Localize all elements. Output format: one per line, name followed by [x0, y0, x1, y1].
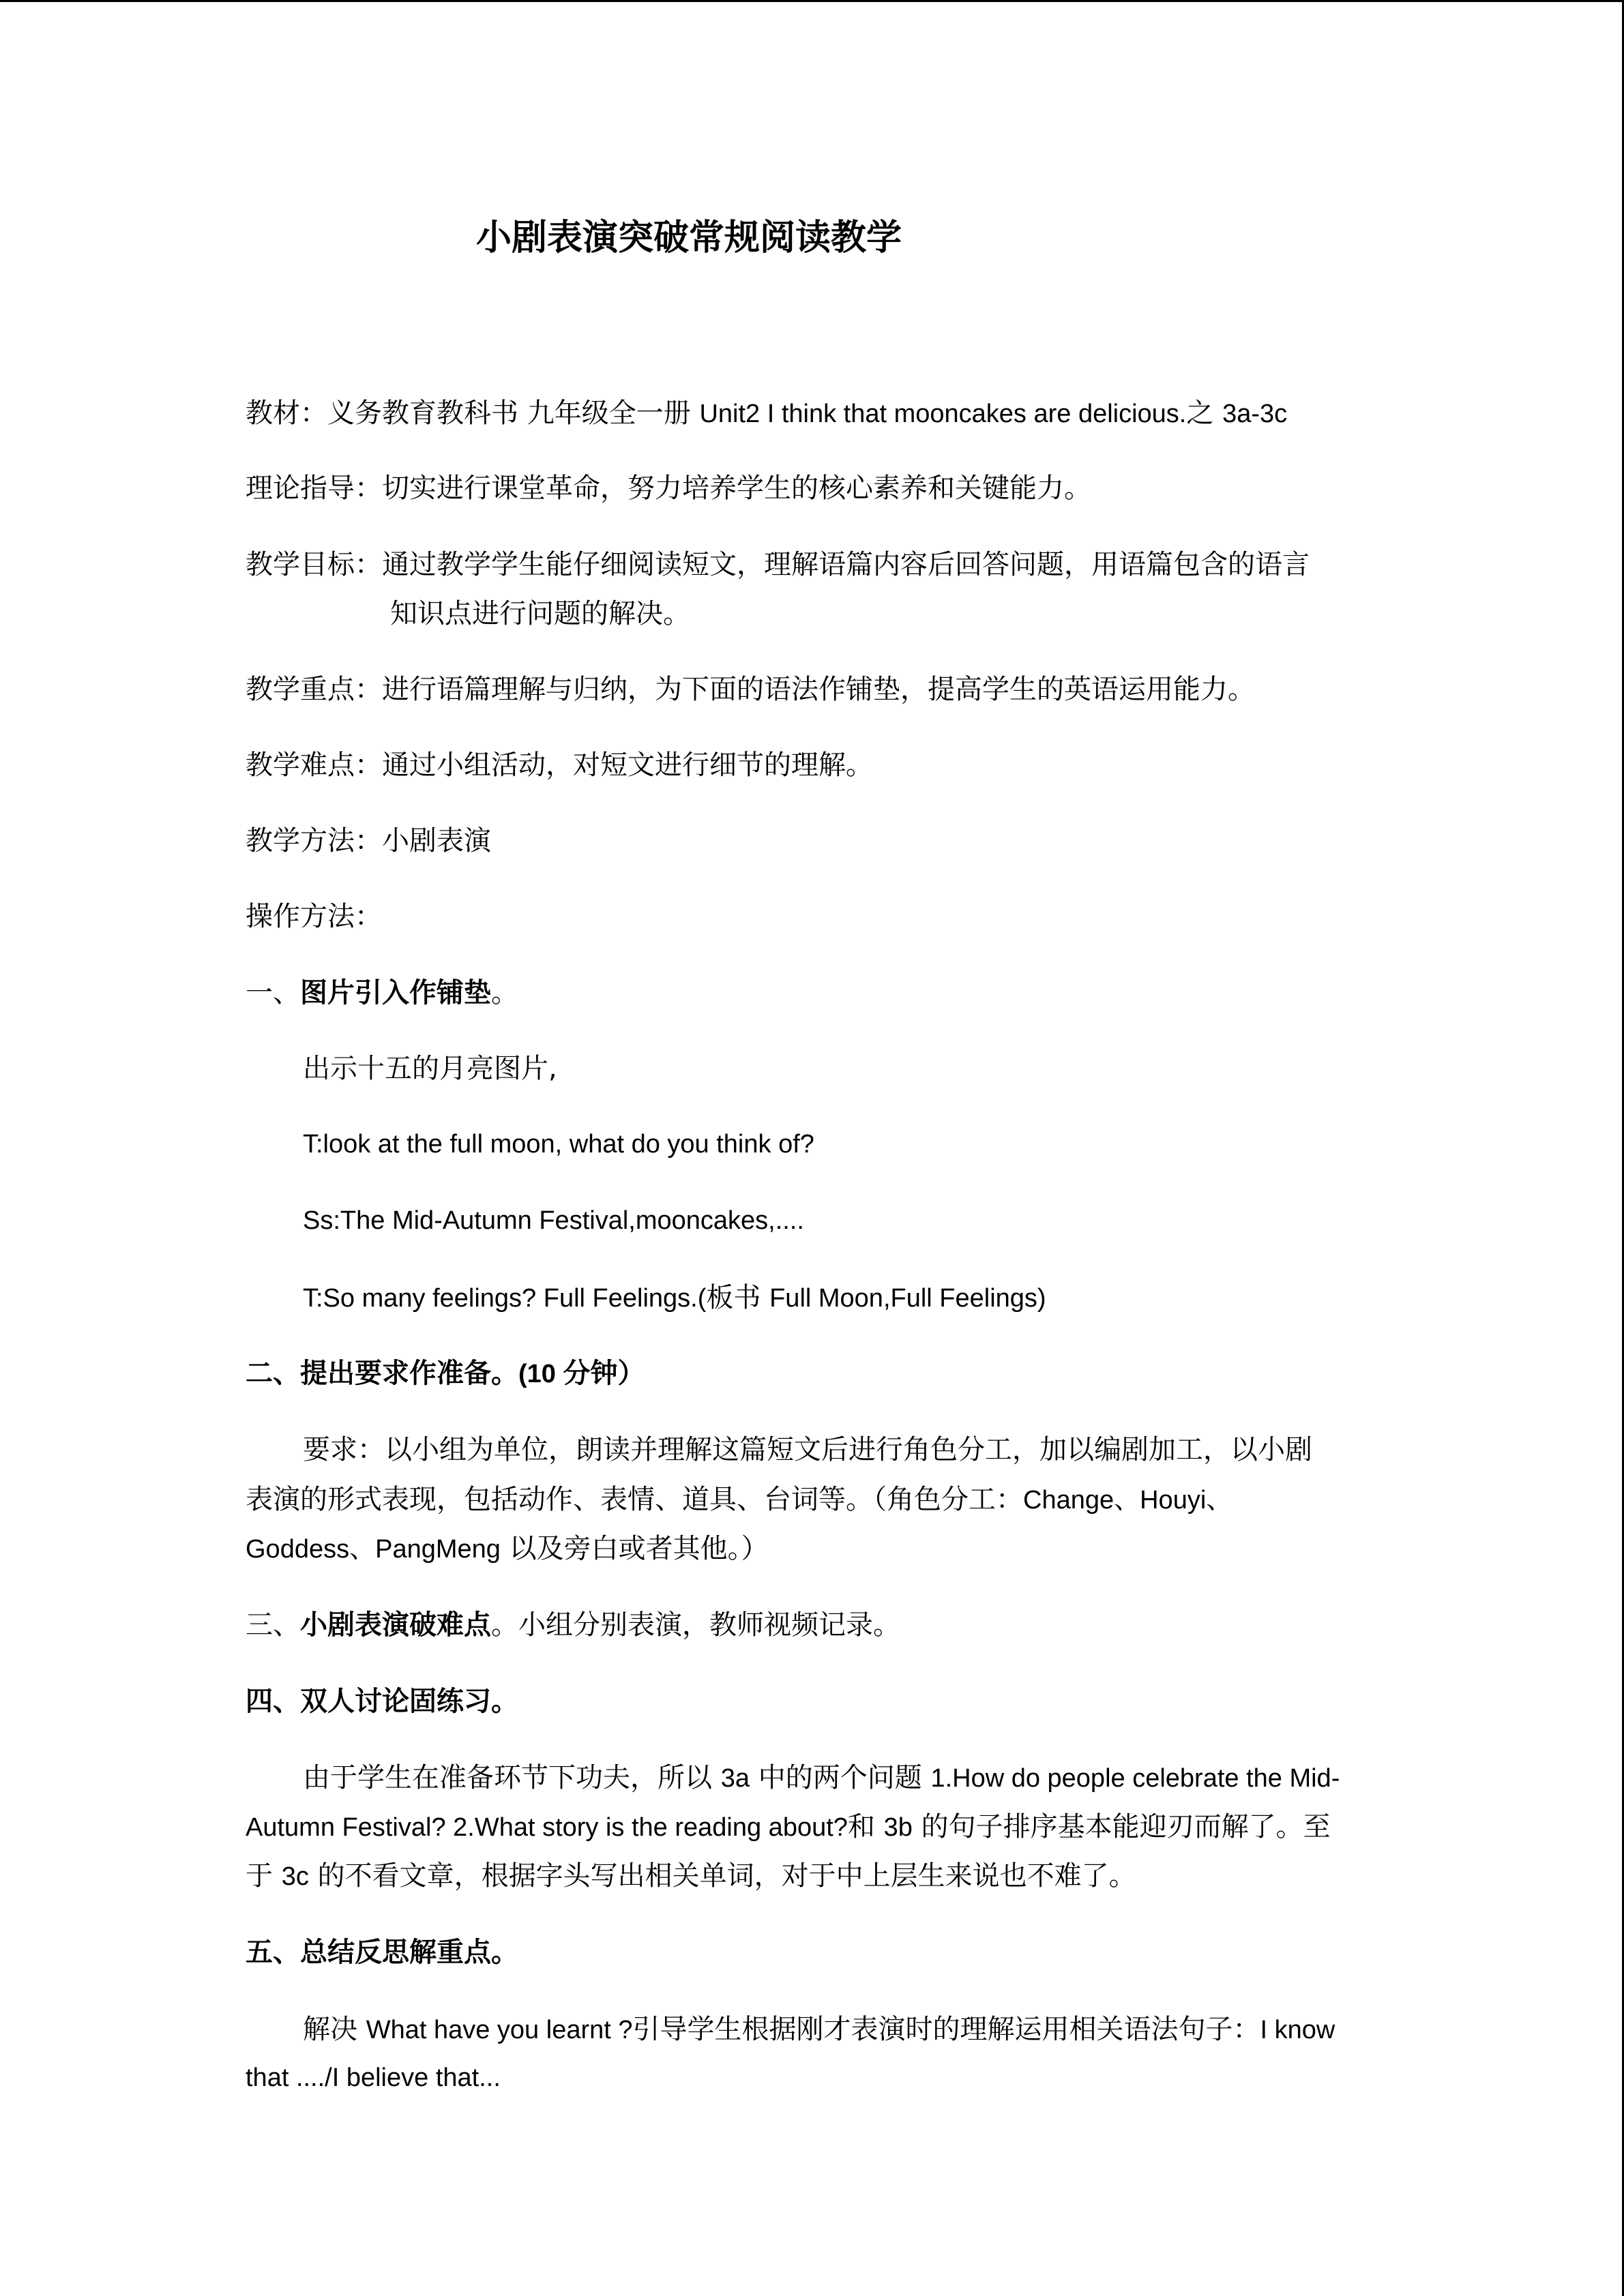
- section5-line-2: that ..../I believe that...: [246, 2063, 501, 2092]
- section4-line-2-en2: 3b: [883, 1813, 913, 1842]
- section1-line-4-cn: 板书: [706, 1282, 770, 1313]
- section4-line-1-cn: 由于学生在准备环节下功夫，所以: [303, 1762, 721, 1793]
- section5-line-1: [303, 2016, 1335, 2043]
- textbook-label: 教材：: [246, 398, 327, 429]
- difficulty-text: 通过小组活动，对短文进行细节的理解。: [382, 749, 873, 781]
- textbook-text-cn2: 之: [1186, 398, 1223, 429]
- operation-label: 操作方法：: [246, 901, 382, 932]
- objective-line-1: [246, 551, 1310, 578]
- section2-title: 二、提出要求作准备。: [246, 1358, 518, 1389]
- section5-line-1-en: What have you learnt ?: [366, 2016, 633, 2044]
- section4-line-2: [246, 1811, 1331, 1843]
- section2-unit: 分钟）: [563, 1358, 645, 1389]
- textbook-text-cn: 义务教育教科书 九年级全一册: [327, 398, 700, 429]
- method-text: 小剧表演: [382, 825, 491, 856]
- section4-line-2-cn: 和: [847, 1811, 884, 1843]
- section2-line-2: [246, 1486, 1232, 1513]
- section1-end: 。: [491, 977, 518, 1009]
- objective-text-2: 知识点进行问题的解决。: [390, 598, 690, 629]
- section4-line-1: [303, 1764, 1340, 1791]
- section2-line-3: [246, 1535, 769, 1562]
- section2-heading: [246, 1360, 645, 1387]
- section4-line-3: [246, 1862, 1136, 1890]
- section5-line-1-cn: 解决: [303, 2014, 366, 2045]
- section1-line-4-en: T:So many feelings? Full Feelings.(: [303, 1284, 707, 1313]
- document-title: 小剧表演突破常规阅读教学: [476, 218, 902, 258]
- textbook-line: [246, 400, 1287, 427]
- key-point-line: [246, 676, 1255, 703]
- difficulty-label: 教学难点：: [246, 749, 382, 781]
- method-line: [246, 827, 491, 854]
- section1-line-2: T:look at the full moon, what do you think of?: [303, 1130, 814, 1159]
- section5-heading: 五、总结反思解重点。: [246, 1937, 518, 1968]
- section1-num: 一、: [246, 977, 300, 1009]
- section4-line-3-cn: 于: [246, 1860, 282, 1892]
- section4-line-2-cn2: 的句子排序基本能迎刃而解了。至: [912, 1811, 1331, 1843]
- section4-line-1-en2: 1.How do people celebrate the Mid-: [930, 1764, 1340, 1793]
- method-label: 教学方法：: [246, 825, 382, 856]
- key-point-label: 教学重点：: [246, 674, 382, 705]
- section1-line-4: [303, 1284, 1046, 1311]
- section2-line-2-cn: 表演的形式表现，包括动作、表情、道具、台词等。（角色分工：: [246, 1484, 1023, 1515]
- section2-line-2-en: Change、Houyi、: [1023, 1486, 1232, 1515]
- section4-heading: 四、双人讨论固练习。: [246, 1686, 518, 1717]
- section1-line-3: Ss:The Mid-Autumn Festival,mooncakes,....: [303, 1206, 804, 1235]
- section2-line-3-cn: 以及旁白或者其他。）: [500, 1533, 769, 1564]
- section4-line-1-en: 3a: [720, 1764, 750, 1793]
- section3-heading: [246, 1611, 900, 1639]
- section5-line-1-cn2: 引导学生根据刚才表演时的理解运用相关语法句子：: [632, 2014, 1260, 2045]
- section2-time: (10: [518, 1360, 563, 1388]
- key-point-text: 进行语篇理解与归纳，为下面的语法作铺垫，提高学生的英语运用能力。: [382, 674, 1255, 705]
- section1-line-1: 出示十五的月亮图片,: [303, 1053, 557, 1084]
- objective-text-1: 通过教学学生能仔细阅读短文，理解语篇内容后回答问题，用语篇包含的语言: [382, 549, 1310, 580]
- section3-title: 小剧表演破难点: [300, 1609, 491, 1641]
- section4-line-3-cn2: 的不看文章，根据字头写出相关单词，对于中上层生来说也不难了。: [308, 1860, 1136, 1892]
- textbook-text-en: Unit2 I think that mooncakes are delicious.: [699, 400, 1187, 428]
- difficulty-line: [246, 751, 873, 779]
- theory-text: 切实进行课堂革命，努力培养学生的核心素养和关键能力。: [382, 473, 1091, 504]
- section4-line-3-en: 3c: [281, 1862, 309, 1891]
- section4-line-1-cn2: 中的两个问题: [750, 1762, 931, 1793]
- section2-line-1: 要求：以小组为单位，朗读并理解这篇短文后进行角色分工，加以编剧加工，以小剧: [303, 1434, 1312, 1465]
- section1-title: 图片引入作铺垫: [300, 977, 491, 1009]
- section3-num: 三、: [246, 1609, 300, 1641]
- section1-line-4-en2: Full Moon,Full Feelings): [769, 1284, 1046, 1313]
- section1-heading: [246, 979, 518, 1007]
- section3-rest: 。小组分别表演，教师视频记录。: [491, 1609, 900, 1641]
- objective-label: 教学目标：: [246, 549, 382, 580]
- section4-line-2-en: Autumn Festival? 2.What story is the reading about?: [246, 1813, 848, 1842]
- theory-line: [246, 475, 1091, 502]
- section2-line-3-en: Goddess、PangMeng: [246, 1535, 501, 1564]
- section5-line-1-en2: I know: [1260, 2016, 1335, 2044]
- theory-label: 理论指导：: [246, 473, 382, 504]
- textbook-text-en2: 3a-3c: [1222, 400, 1288, 428]
